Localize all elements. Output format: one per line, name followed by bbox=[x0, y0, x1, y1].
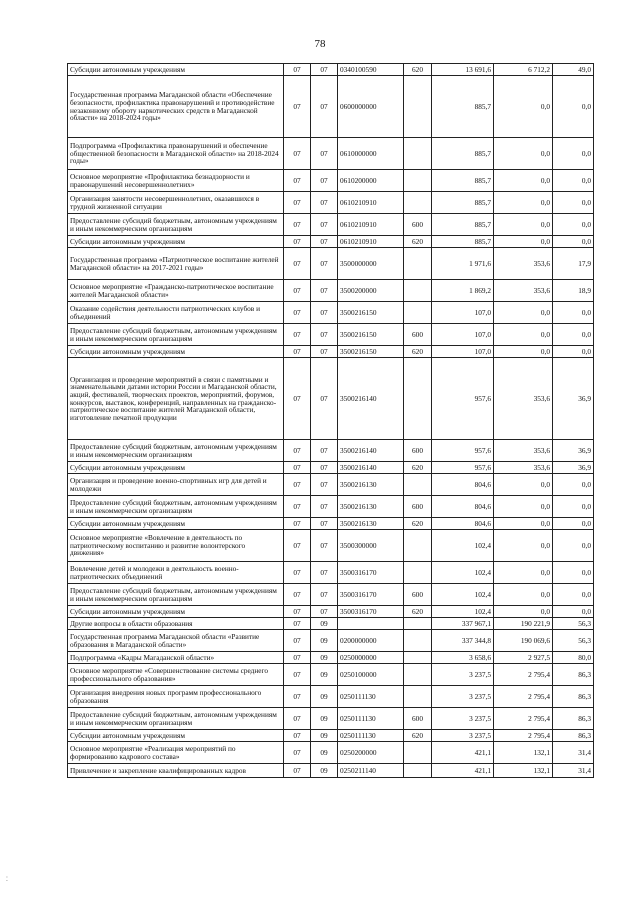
row-actual-cell: 0,0 bbox=[494, 192, 553, 214]
row-expense-type-cell: 620 bbox=[404, 64, 432, 76]
row-percent-cell: 0,0 bbox=[553, 562, 594, 584]
row-expense-type-cell bbox=[404, 630, 432, 652]
row-percent-cell: 31,4 bbox=[553, 764, 594, 778]
row-percent-cell: 49,0 bbox=[553, 64, 594, 76]
row-plan-cell: 885,7 bbox=[432, 214, 494, 236]
row-percent-cell: 0,0 bbox=[553, 76, 594, 138]
row-name-cell: Основное мероприятие «Вовлечение в деятельность по патриотическому воспитанию и развитие волонтерского движения» bbox=[68, 530, 284, 562]
row-expense-type-cell: 620 bbox=[404, 236, 432, 248]
row-target-article-cell: 3500316170 bbox=[338, 562, 404, 584]
row-target-article-cell: 0610000000 bbox=[338, 138, 404, 170]
row-expense-type-cell bbox=[404, 652, 432, 664]
row-percent-cell: 86,3 bbox=[553, 664, 594, 686]
row-subsection-cell: 07 bbox=[311, 518, 338, 530]
row-expense-type-cell: 620 bbox=[404, 518, 432, 530]
row-target-article-cell: 3500216150 bbox=[338, 302, 404, 324]
table-row bbox=[68, 346, 594, 358]
row-actual-cell: 353,6 bbox=[494, 248, 553, 280]
row-actual-cell: 6 712,2 bbox=[494, 64, 553, 76]
row-subsection-cell: 09 bbox=[311, 708, 338, 730]
row-plan-cell: 3 237,5 bbox=[432, 686, 494, 708]
table-row bbox=[68, 606, 594, 618]
row-name-cell: Подпрограмма «Профилактика правонарушений и обеспечение общественной безопасности в Магаданской области» на 2018-2024 годы» bbox=[68, 138, 284, 170]
row-subsection-cell: 09 bbox=[311, 730, 338, 742]
row-target-article-cell: 0340100590 bbox=[338, 64, 404, 76]
row-name-cell: Субсидии автономным учреждениям bbox=[68, 730, 284, 742]
row-percent-cell: 0,0 bbox=[553, 584, 594, 606]
row-expense-type-cell bbox=[404, 664, 432, 686]
row-subsection-cell: 07 bbox=[311, 214, 338, 236]
row-expense-type-cell: 600 bbox=[404, 324, 432, 346]
row-plan-cell: 804,6 bbox=[432, 496, 494, 518]
row-section-cell: 07 bbox=[284, 462, 311, 474]
row-percent-cell: 56,3 bbox=[553, 618, 594, 630]
row-expense-type-cell bbox=[404, 562, 432, 584]
row-section-cell: 07 bbox=[284, 324, 311, 346]
row-plan-cell: 337 967,1 bbox=[432, 618, 494, 630]
row-subsection-cell: 07 bbox=[311, 138, 338, 170]
row-name-cell: Вовлечение детей и молодежи в деятельность военно-патриотических объединений bbox=[68, 562, 284, 584]
row-section-cell: 07 bbox=[284, 346, 311, 358]
row-plan-cell: 804,6 bbox=[432, 474, 494, 496]
table-row bbox=[68, 708, 594, 730]
row-percent-cell: 0,0 bbox=[553, 192, 594, 214]
row-plan-cell: 421,1 bbox=[432, 764, 494, 778]
row-actual-cell: 0,0 bbox=[494, 496, 553, 518]
row-section-cell: 07 bbox=[284, 248, 311, 280]
row-actual-cell: 0,0 bbox=[494, 346, 553, 358]
page-number: 78 bbox=[314, 38, 326, 50]
row-subsection-cell: 07 bbox=[311, 324, 338, 346]
row-subsection-cell: 07 bbox=[311, 358, 338, 440]
row-target-article-cell: 0250211140 bbox=[338, 764, 404, 778]
row-actual-cell: 2 927,5 bbox=[494, 652, 553, 664]
row-percent-cell: 80,0 bbox=[553, 652, 594, 664]
row-percent-cell: 0,0 bbox=[553, 530, 594, 562]
table-row bbox=[68, 630, 594, 652]
row-target-article-cell: 0250000000 bbox=[338, 652, 404, 664]
row-subsection-cell: 07 bbox=[311, 462, 338, 474]
row-plan-cell: 885,7 bbox=[432, 236, 494, 248]
table-row bbox=[68, 248, 594, 280]
row-actual-cell: 2 795,4 bbox=[494, 686, 553, 708]
table-row bbox=[68, 302, 594, 324]
row-name-cell: Предоставление субсидий бюджетным, автономным учреждениям и иным некоммерческим организациям bbox=[68, 496, 284, 518]
row-percent-cell: 86,3 bbox=[553, 708, 594, 730]
row-target-article-cell: 3500216130 bbox=[338, 496, 404, 518]
row-expense-type-cell bbox=[404, 170, 432, 192]
row-subsection-cell: 07 bbox=[311, 562, 338, 584]
row-name-cell: Субсидии автономным учреждениям bbox=[68, 462, 284, 474]
row-section-cell: 07 bbox=[284, 686, 311, 708]
row-percent-cell: 0,0 bbox=[553, 302, 594, 324]
row-subsection-cell: 09 bbox=[311, 664, 338, 686]
row-percent-cell: 36,9 bbox=[553, 440, 594, 462]
row-section-cell: 07 bbox=[284, 440, 311, 462]
row-name-cell: Государственная программа Магаданской области «Обеспечение безопасности, профилактика правонарушений и противодействие незаконному обороту наркотических средств в Магаданской области» на 2018-2024 годы» bbox=[68, 76, 284, 138]
row-subsection-cell: 07 bbox=[311, 496, 338, 518]
row-percent-cell: 86,3 bbox=[553, 730, 594, 742]
row-percent-cell: 0,0 bbox=[553, 496, 594, 518]
row-target-article-cell: 0250111130 bbox=[338, 686, 404, 708]
row-expense-type-cell bbox=[404, 302, 432, 324]
row-actual-cell: 353,6 bbox=[494, 358, 553, 440]
row-target-article-cell: 0610210910 bbox=[338, 214, 404, 236]
row-subsection-cell: 07 bbox=[311, 64, 338, 76]
row-plan-cell: 3 658,6 bbox=[432, 652, 494, 664]
row-expense-type-cell: 620 bbox=[404, 730, 432, 742]
row-percent-cell: 0,0 bbox=[553, 474, 594, 496]
row-target-article-cell: 3500316170 bbox=[338, 606, 404, 618]
table-row bbox=[68, 236, 594, 248]
row-actual-cell: 0,0 bbox=[494, 562, 553, 584]
row-section-cell: 07 bbox=[284, 302, 311, 324]
row-plan-cell: 107,0 bbox=[432, 346, 494, 358]
table-row bbox=[68, 170, 594, 192]
row-expense-type-cell bbox=[404, 530, 432, 562]
row-section-cell: 07 bbox=[284, 64, 311, 76]
row-section-cell: 07 bbox=[284, 530, 311, 562]
row-name-cell: Организация занятости несовершеннолетних, оказавшихся в трудной жизненной ситуации bbox=[68, 192, 284, 214]
row-actual-cell: 2 795,4 bbox=[494, 664, 553, 686]
row-name-cell: Оказание содействия деятельности патриотических клубов и объединений bbox=[68, 302, 284, 324]
row-section-cell: 07 bbox=[284, 708, 311, 730]
row-subsection-cell: 09 bbox=[311, 630, 338, 652]
row-section-cell: 07 bbox=[284, 280, 311, 302]
row-expense-type-cell: 620 bbox=[404, 346, 432, 358]
row-name-cell: Субсидии автономным учреждениям bbox=[68, 236, 284, 248]
row-actual-cell: 0,0 bbox=[494, 236, 553, 248]
table-row bbox=[68, 562, 594, 584]
table-row bbox=[68, 358, 594, 440]
row-plan-cell: 957,6 bbox=[432, 440, 494, 462]
row-name-cell: Другие вопросы в области образования bbox=[68, 618, 284, 630]
row-target-article-cell: 0250100000 bbox=[338, 664, 404, 686]
row-percent-cell: 86,3 bbox=[553, 686, 594, 708]
row-expense-type-cell bbox=[404, 764, 432, 778]
row-subsection-cell: 07 bbox=[311, 192, 338, 214]
row-name-cell: Предоставление субсидий бюджетным, автономным учреждениям и иным некоммерческим организациям bbox=[68, 214, 284, 236]
row-plan-cell: 102,4 bbox=[432, 584, 494, 606]
row-section-cell: 07 bbox=[284, 192, 311, 214]
row-name-cell: Предоставление субсидий бюджетным, автономным учреждениям и иным некоммерческим организациям bbox=[68, 584, 284, 606]
row-target-article-cell: 3500216140 bbox=[338, 440, 404, 462]
row-target-article-cell: 3500200000 bbox=[338, 280, 404, 302]
table-row bbox=[68, 652, 594, 664]
row-percent-cell: 17,9 bbox=[553, 248, 594, 280]
row-section-cell: 07 bbox=[284, 764, 311, 778]
row-name-cell: Предоставление субсидий бюджетным, автономным учреждениям и иным некоммерческим организациям bbox=[68, 708, 284, 730]
row-target-article-cell: 3500216140 bbox=[338, 462, 404, 474]
row-name-cell: Субсидии автономным учреждениям bbox=[68, 606, 284, 618]
row-plan-cell: 957,6 bbox=[432, 462, 494, 474]
row-section-cell: 07 bbox=[284, 138, 311, 170]
row-actual-cell: 190 069,6 bbox=[494, 630, 553, 652]
row-percent-cell: 0,0 bbox=[553, 324, 594, 346]
row-plan-cell: 3 237,5 bbox=[432, 708, 494, 730]
table-row bbox=[68, 462, 594, 474]
row-name-cell: Государственная программа Магаданской области «Развитие образования в Магаданской области» bbox=[68, 630, 284, 652]
scan-mark: ⁚ bbox=[6, 877, 8, 883]
table-row bbox=[68, 742, 594, 764]
row-target-article-cell: 0250111130 bbox=[338, 730, 404, 742]
row-expense-type-cell: 600 bbox=[404, 496, 432, 518]
row-section-cell: 07 bbox=[284, 652, 311, 664]
row-target-article-cell: 0610200000 bbox=[338, 170, 404, 192]
row-actual-cell: 132,1 bbox=[494, 742, 553, 764]
row-section-cell: 07 bbox=[284, 236, 311, 248]
row-section-cell: 07 bbox=[284, 214, 311, 236]
row-section-cell: 07 bbox=[284, 742, 311, 764]
row-subsection-cell: 07 bbox=[311, 280, 338, 302]
row-section-cell: 07 bbox=[284, 358, 311, 440]
row-subsection-cell: 09 bbox=[311, 652, 338, 664]
table-row bbox=[68, 474, 594, 496]
table-row bbox=[68, 324, 594, 346]
row-actual-cell: 0,0 bbox=[494, 170, 553, 192]
row-target-article-cell: 0610210910 bbox=[338, 192, 404, 214]
row-subsection-cell: 09 bbox=[311, 742, 338, 764]
row-target-article-cell: 3500300000 bbox=[338, 530, 404, 562]
budget-table bbox=[67, 63, 594, 778]
table-row bbox=[68, 530, 594, 562]
table-row bbox=[68, 76, 594, 138]
row-actual-cell: 0,0 bbox=[494, 324, 553, 346]
row-subsection-cell: 07 bbox=[311, 584, 338, 606]
row-plan-cell: 885,7 bbox=[432, 138, 494, 170]
row-name-cell: Основное мероприятие «Реализация мероприятий по формированию кадрового состава» bbox=[68, 742, 284, 764]
row-subsection-cell: 07 bbox=[311, 170, 338, 192]
table-row bbox=[68, 192, 594, 214]
row-target-article-cell: 3500316170 bbox=[338, 584, 404, 606]
row-subsection-cell: 07 bbox=[311, 76, 338, 138]
row-subsection-cell: 09 bbox=[311, 618, 338, 630]
row-plan-cell: 13 691,6 bbox=[432, 64, 494, 76]
row-name-cell: Организация и проведение военно-спортивных игр для детей и молодежи bbox=[68, 474, 284, 496]
row-subsection-cell: 07 bbox=[311, 302, 338, 324]
table-row bbox=[68, 64, 594, 76]
row-plan-cell: 804,6 bbox=[432, 518, 494, 530]
row-plan-cell: 102,4 bbox=[432, 530, 494, 562]
row-expense-type-cell bbox=[404, 280, 432, 302]
row-actual-cell: 0,0 bbox=[494, 474, 553, 496]
row-expense-type-cell: 600 bbox=[404, 708, 432, 730]
row-target-article-cell: 0200000000 bbox=[338, 630, 404, 652]
row-expense-type-cell: 620 bbox=[404, 462, 432, 474]
row-target-article-cell: 0600000000 bbox=[338, 76, 404, 138]
row-actual-cell: 0,0 bbox=[494, 214, 553, 236]
row-section-cell: 07 bbox=[284, 630, 311, 652]
row-percent-cell: 36,9 bbox=[553, 462, 594, 474]
row-expense-type-cell: 620 bbox=[404, 606, 432, 618]
row-section-cell: 07 bbox=[284, 518, 311, 530]
row-target-article-cell: 0250111130 bbox=[338, 708, 404, 730]
row-plan-cell: 885,7 bbox=[432, 170, 494, 192]
row-actual-cell: 2 795,4 bbox=[494, 730, 553, 742]
row-section-cell: 07 bbox=[284, 170, 311, 192]
row-target-article-cell bbox=[338, 618, 404, 630]
row-actual-cell: 2 795,4 bbox=[494, 708, 553, 730]
row-section-cell: 07 bbox=[284, 496, 311, 518]
row-expense-type-cell: 600 bbox=[404, 214, 432, 236]
row-actual-cell: 0,0 bbox=[494, 518, 553, 530]
row-expense-type-cell bbox=[404, 138, 432, 170]
row-expense-type-cell bbox=[404, 358, 432, 440]
row-subsection-cell: 07 bbox=[311, 440, 338, 462]
table-row bbox=[68, 138, 594, 170]
row-percent-cell: 0,0 bbox=[553, 236, 594, 248]
row-percent-cell: 0,0 bbox=[553, 214, 594, 236]
table-row bbox=[68, 686, 594, 708]
row-section-cell: 07 bbox=[284, 606, 311, 618]
row-plan-cell: 1 971,6 bbox=[432, 248, 494, 280]
row-subsection-cell: 07 bbox=[311, 248, 338, 280]
table-body bbox=[68, 64, 594, 778]
row-target-article-cell: 0250200000 bbox=[338, 742, 404, 764]
table-row bbox=[68, 764, 594, 778]
row-section-cell: 07 bbox=[284, 474, 311, 496]
row-target-article-cell: 3500216150 bbox=[338, 324, 404, 346]
row-actual-cell: 0,0 bbox=[494, 584, 553, 606]
table-row bbox=[68, 518, 594, 530]
row-expense-type-cell bbox=[404, 742, 432, 764]
row-percent-cell: 0,0 bbox=[553, 170, 594, 192]
row-subsection-cell: 07 bbox=[311, 236, 338, 248]
row-plan-cell: 107,0 bbox=[432, 324, 494, 346]
row-plan-cell: 885,7 bbox=[432, 76, 494, 138]
row-subsection-cell: 09 bbox=[311, 764, 338, 778]
row-plan-cell: 107,0 bbox=[432, 302, 494, 324]
row-target-article-cell: 3500216150 bbox=[338, 346, 404, 358]
row-plan-cell: 421,1 bbox=[432, 742, 494, 764]
row-section-cell: 07 bbox=[284, 664, 311, 686]
row-section-cell: 07 bbox=[284, 76, 311, 138]
row-subsection-cell: 07 bbox=[311, 474, 338, 496]
row-target-article-cell: 3500216130 bbox=[338, 474, 404, 496]
row-actual-cell: 0,0 bbox=[494, 138, 553, 170]
row-actual-cell: 0,0 bbox=[494, 76, 553, 138]
row-plan-cell: 3 237,5 bbox=[432, 664, 494, 686]
row-expense-type-cell bbox=[404, 76, 432, 138]
row-name-cell: Субсидии автономным учреждениям bbox=[68, 64, 284, 76]
row-name-cell: Основное мероприятие «Гражданско-патриотическое воспитание жителей Магаданской области» bbox=[68, 280, 284, 302]
row-plan-cell: 885,7 bbox=[432, 192, 494, 214]
row-plan-cell: 102,4 bbox=[432, 606, 494, 618]
row-expense-type-cell: 600 bbox=[404, 584, 432, 606]
row-name-cell: Предоставление субсидий бюджетным, автономным учреждениям и иным некоммерческим организациям bbox=[68, 440, 284, 462]
row-name-cell: Подпрограмма «Кадры Магаданской области» bbox=[68, 652, 284, 664]
row-actual-cell: 0,0 bbox=[494, 302, 553, 324]
row-name-cell: Организация внедрения новых программ профессионального образования bbox=[68, 686, 284, 708]
row-name-cell: Субсидии автономным учреждениям bbox=[68, 518, 284, 530]
row-expense-type-cell: 600 bbox=[404, 440, 432, 462]
row-target-article-cell: 3500000000 bbox=[338, 248, 404, 280]
row-subsection-cell: 07 bbox=[311, 530, 338, 562]
table-row bbox=[68, 214, 594, 236]
row-target-article-cell: 3500216130 bbox=[338, 518, 404, 530]
row-target-article-cell: 0610210910 bbox=[338, 236, 404, 248]
table-row bbox=[68, 730, 594, 742]
row-actual-cell: 190 221,9 bbox=[494, 618, 553, 630]
row-percent-cell: 18,9 bbox=[553, 280, 594, 302]
row-actual-cell: 353,6 bbox=[494, 280, 553, 302]
row-subsection-cell: 07 bbox=[311, 346, 338, 358]
row-plan-cell: 3 237,5 bbox=[432, 730, 494, 742]
row-actual-cell: 353,6 bbox=[494, 440, 553, 462]
row-section-cell: 07 bbox=[284, 730, 311, 742]
row-section-cell: 07 bbox=[284, 584, 311, 606]
row-percent-cell: 36,9 bbox=[553, 358, 594, 440]
row-percent-cell: 0,0 bbox=[553, 138, 594, 170]
table-row bbox=[68, 618, 594, 630]
row-name-cell: Предоставление субсидий бюджетным, автономным учреждениям и иным некоммерческим организациям bbox=[68, 324, 284, 346]
row-actual-cell: 353,6 bbox=[494, 462, 553, 474]
row-name-cell: Субсидии автономным учреждениям bbox=[68, 346, 284, 358]
table-row bbox=[68, 280, 594, 302]
row-subsection-cell: 07 bbox=[311, 606, 338, 618]
row-expense-type-cell bbox=[404, 192, 432, 214]
row-percent-cell: 0,0 bbox=[553, 346, 594, 358]
row-percent-cell: 0,0 bbox=[553, 606, 594, 618]
row-name-cell: Организация и проведение мероприятий в связи с памятными и знаменательными датами истории России и Магаданской области, акций, фестивалей, творческих проектов, мероприятий, форумов, конкурсов, выставок, конференций, направленных на гражданско-патриотическое воспитание жителей Магаданской области, изготовление печатной продукции bbox=[68, 358, 284, 440]
table-row bbox=[68, 664, 594, 686]
row-plan-cell: 957,6 bbox=[432, 358, 494, 440]
table-row bbox=[68, 584, 594, 606]
row-percent-cell: 0,0 bbox=[553, 518, 594, 530]
row-percent-cell: 31,4 bbox=[553, 742, 594, 764]
row-actual-cell: 0,0 bbox=[494, 530, 553, 562]
row-expense-type-cell bbox=[404, 618, 432, 630]
row-plan-cell: 102,4 bbox=[432, 562, 494, 584]
table-row bbox=[68, 496, 594, 518]
row-name-cell: Государственная программа «Патриотическое воспитание жителей Магаданской области» на 2017-2021 годы» bbox=[68, 248, 284, 280]
row-section-cell: 07 bbox=[284, 618, 311, 630]
row-target-article-cell: 3500216140 bbox=[338, 358, 404, 440]
row-plan-cell: 1 869,2 bbox=[432, 280, 494, 302]
row-subsection-cell: 09 bbox=[311, 686, 338, 708]
table-row bbox=[68, 440, 594, 462]
row-actual-cell: 132,1 bbox=[494, 764, 553, 778]
row-expense-type-cell bbox=[404, 474, 432, 496]
row-section-cell: 07 bbox=[284, 562, 311, 584]
row-plan-cell: 337 344,8 bbox=[432, 630, 494, 652]
row-percent-cell: 56,3 bbox=[553, 630, 594, 652]
row-actual-cell: 0,0 bbox=[494, 606, 553, 618]
row-expense-type-cell bbox=[404, 686, 432, 708]
row-name-cell: Основное мероприятие «Профилактика безнадзорности и правонарушений несовершеннолетних» bbox=[68, 170, 284, 192]
row-name-cell: Основное мероприятие «Совершенствование системы среднего профессионального образования» bbox=[68, 664, 284, 686]
row-name-cell: Привлечение и закрепление квалифицированных кадров bbox=[68, 764, 284, 778]
row-expense-type-cell bbox=[404, 248, 432, 280]
